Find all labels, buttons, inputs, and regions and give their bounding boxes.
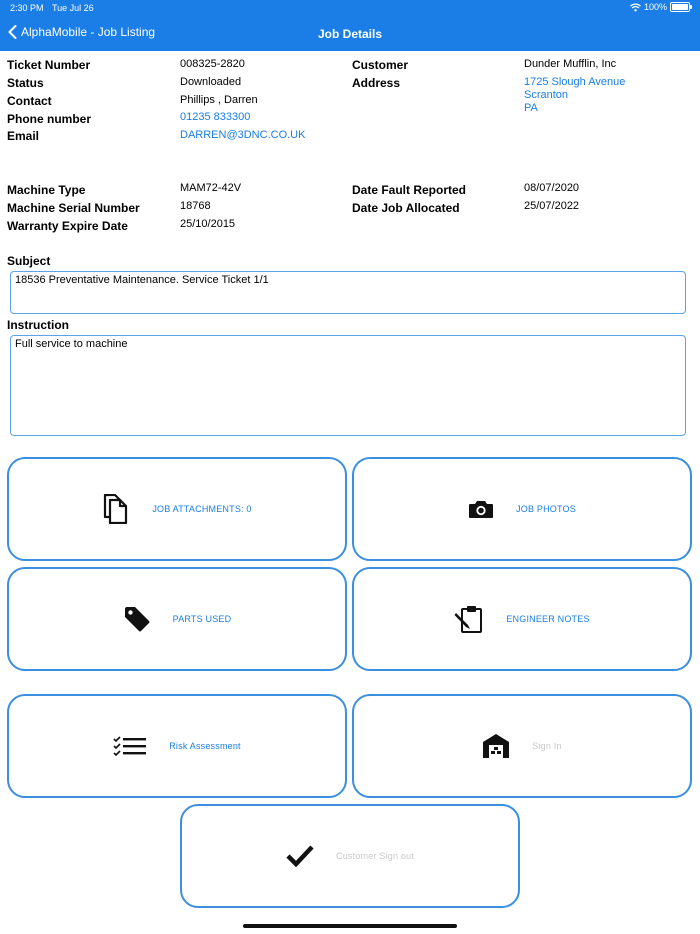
parts-used-button[interactable] [7,567,347,671]
subject-label: Subject [7,254,51,268]
battery-percent: 100% [643,2,667,12]
battery-icon [670,2,690,12]
sign-in-label: Sign In [532,741,562,751]
checkmark-icon [286,844,314,868]
address-line-3[interactable]: PA [524,102,538,114]
sign-in-button[interactable] [352,694,692,798]
status-date: Tue Jul 26 [52,3,94,13]
date-allocated-value: 25/07/2022 [524,200,580,212]
customer-sign-out-label: Customer Sign out [336,851,414,861]
ticket-number-value: 008325-2820 [180,58,245,70]
machine-serial-label: Machine Serial Number [7,201,140,215]
status-value: Downloaded [180,76,242,88]
address-line-2[interactable]: Scranton [524,89,569,101]
address-label: Address [352,76,401,90]
warehouse-icon [482,733,510,759]
email-label: Email [7,129,40,143]
home-indicator [243,924,457,928]
risk-assessment-label: Risk Assessment [169,741,241,751]
wifi-icon [630,3,641,12]
job-attachments-label: JOB ATTACHMENTS: 0 [152,504,252,514]
risk-assessment-button[interactable] [7,694,347,798]
contact-label: Contact [7,94,52,108]
date-fault-value: 08/07/2020 [524,182,580,194]
parts-used-label: PARTS USED [172,614,232,624]
status-label: Status [7,76,44,90]
email-link[interactable]: DARREN@3DNC.CO.UK [180,129,306,141]
status-time: 2:30 PM [10,3,44,13]
job-attachments-button[interactable] [7,457,347,561]
date-allocated-label: Date Job Allocated [352,201,460,215]
back-label: AlphaMobile - Job Listing [21,25,156,39]
machine-type-value: MAM72-42V [180,182,242,194]
phone-label: Phone number [7,112,92,126]
machine-type-label: Machine Type [7,183,86,197]
ticket-number-label: Ticket Number [7,58,91,72]
phone-link[interactable]: 01235 833300 [180,111,251,123]
page-title: Job Details [317,27,383,41]
contact-value: Phillips , Darren [180,94,258,106]
job-photos-button[interactable] [352,457,692,561]
document-icon [102,494,130,524]
engineer-notes-label: ENGINEER NOTES [506,614,590,624]
warranty-value: 25/10/2015 [180,218,236,230]
address-line-1[interactable]: 1725 Slough Avenue [524,76,626,88]
status-indicators [630,2,690,12]
tag-icon [123,605,151,633]
job-photos-label: JOB PHOTOS [516,504,576,514]
engineer-notes-button[interactable] [352,567,692,671]
subject-field[interactable]: 18536 Preventative Maintenance. Service Ticket 1/1 [10,271,686,314]
customer-value: Dunder Mufflin, Inc [524,58,617,70]
instruction-label: Instruction [7,318,69,332]
instruction-field[interactable]: Full service to machine [10,335,686,436]
customer-label: Customer [352,58,409,72]
warranty-label: Warranty Expire Date [7,219,128,233]
customer-sign-out-button[interactable] [180,804,520,908]
camera-icon [468,499,494,519]
machine-serial-value: 18768 [180,200,211,212]
checklist-icon [113,736,147,756]
date-fault-label: Date Fault Reported [352,183,467,197]
navigation-bar [0,0,700,51]
clipboard-pencil-icon [454,604,484,634]
